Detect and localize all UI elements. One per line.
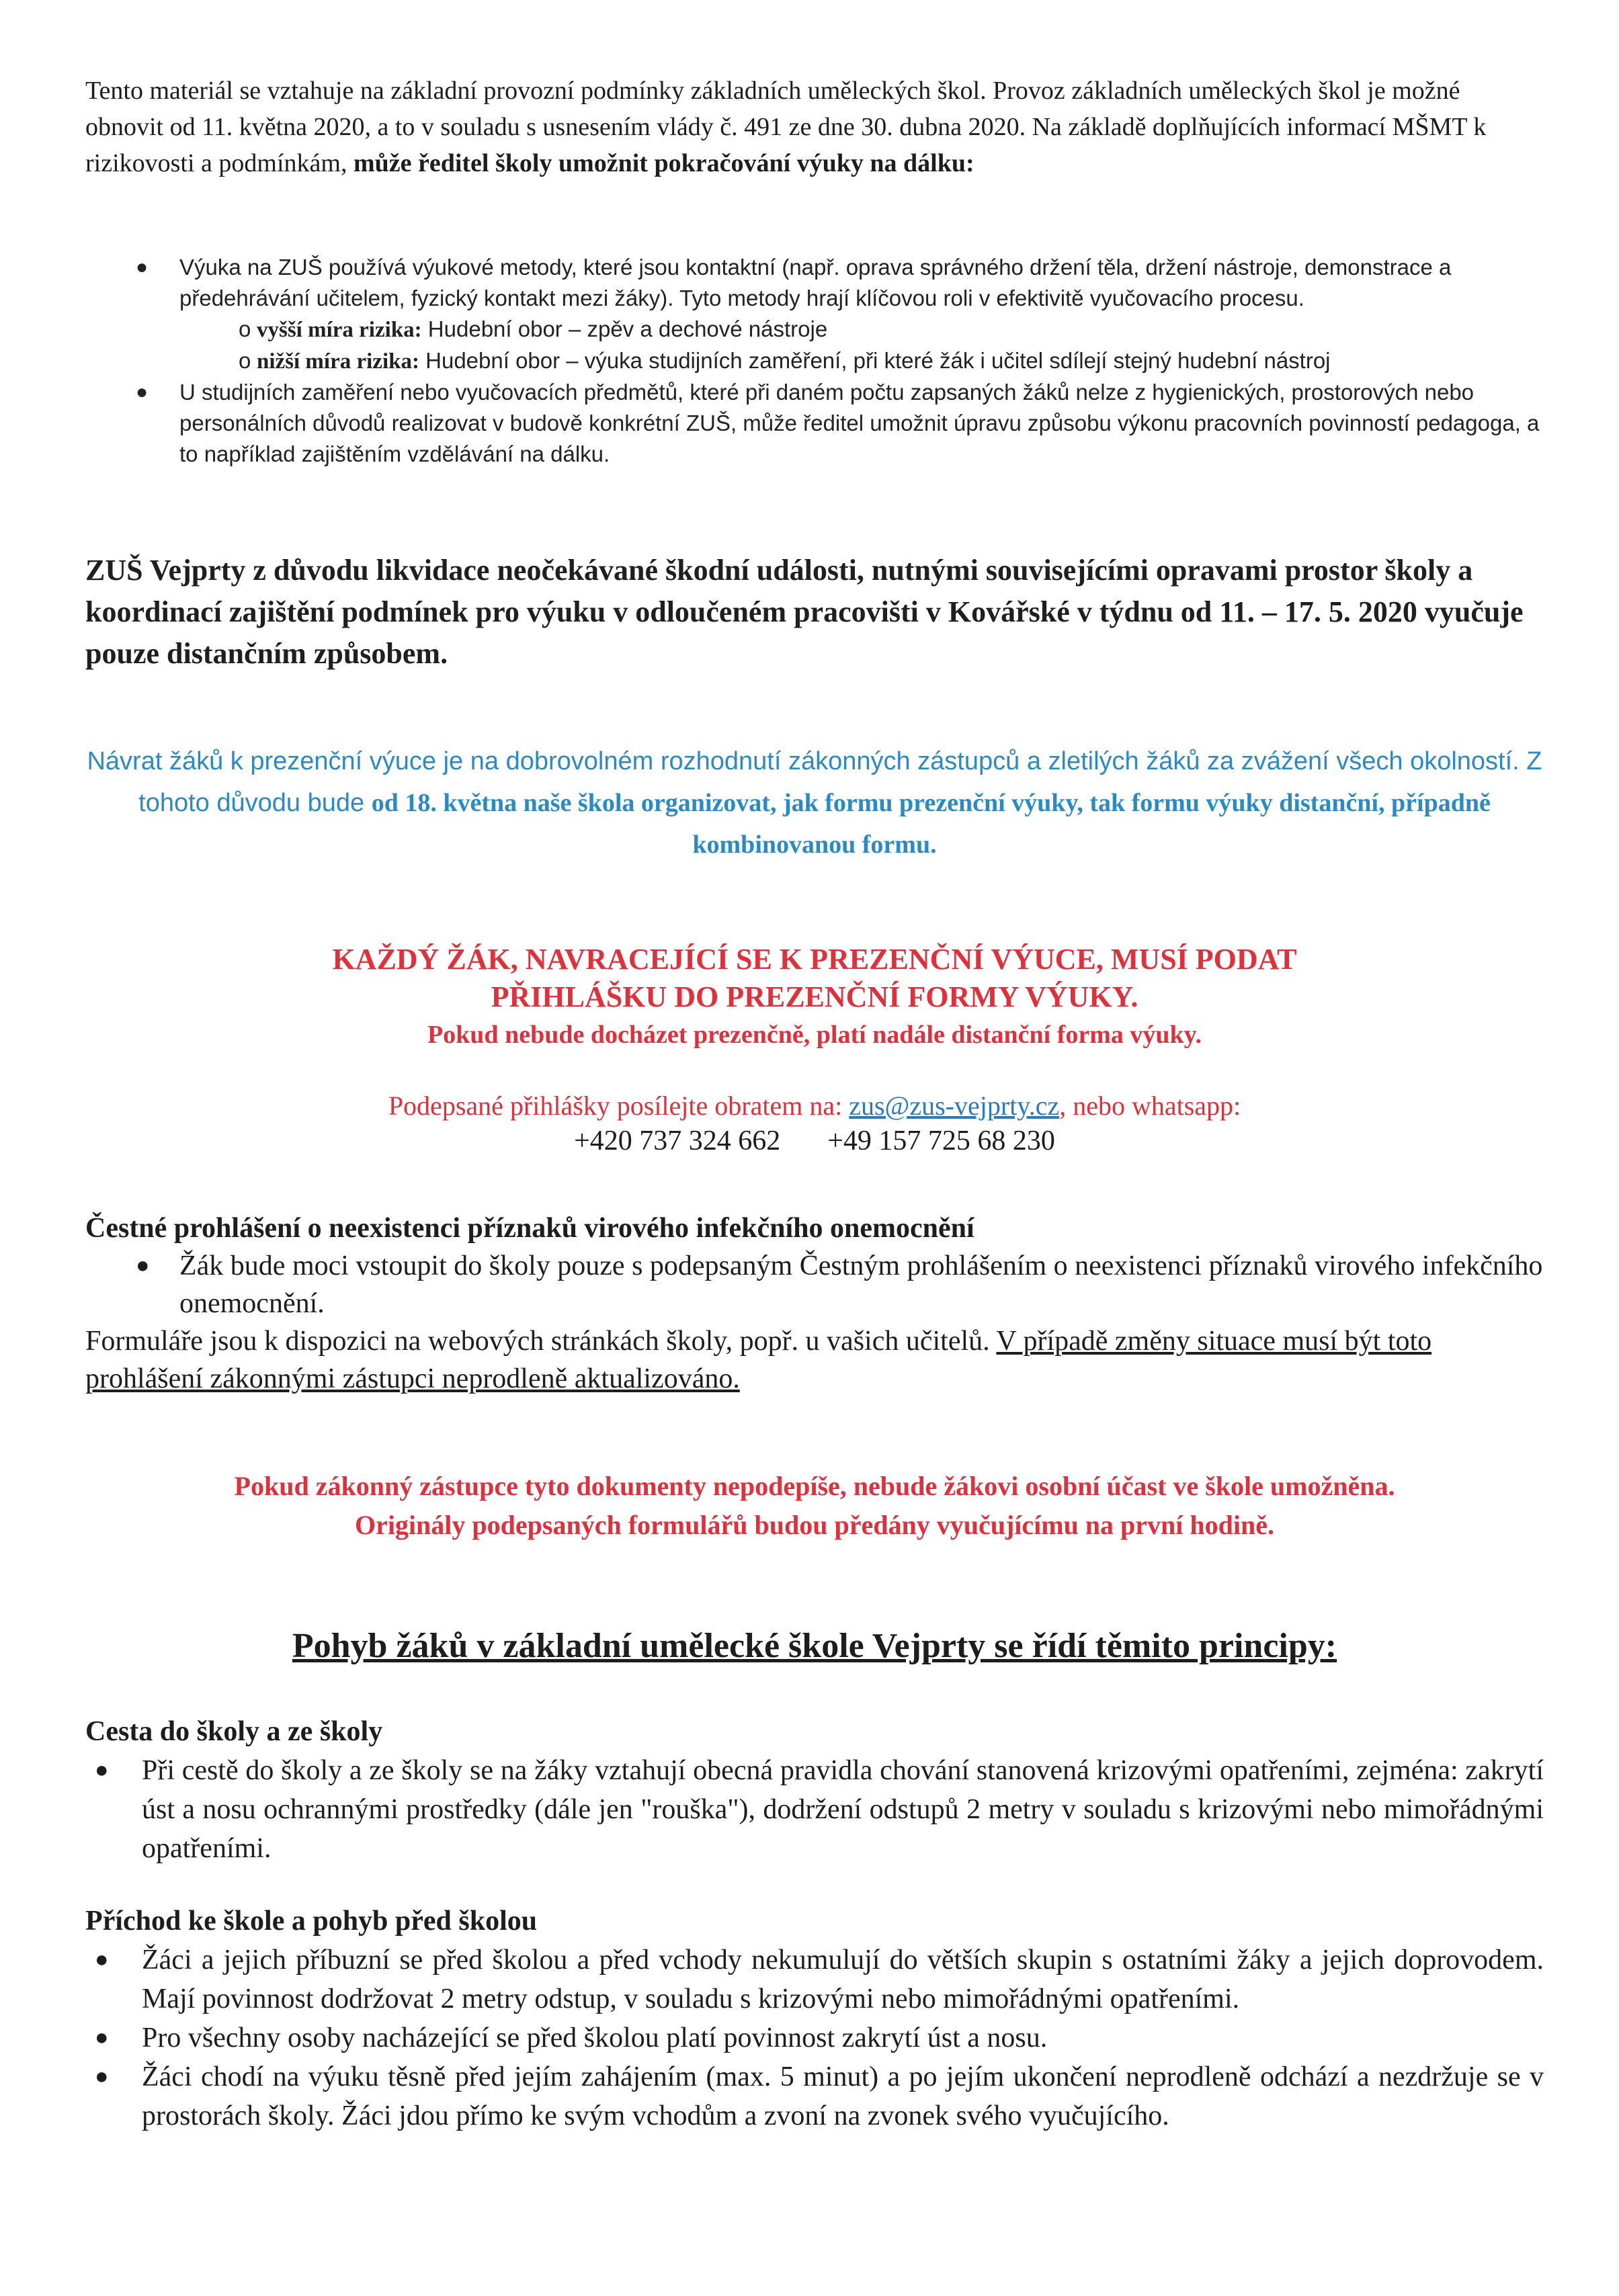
bullet-icon: ● — [95, 1758, 109, 1783]
list-item — [85, 1941, 1544, 2018]
bullet-icon: ● — [136, 1253, 150, 1278]
zus-notice: ZUŠ Vejprty z důvodu likvidace neočekávané škodní události, nutnými souvisejícími opravami prostor školy a koordinací zajištění podmínek pro výuku v odloučeném pracovišti v Kovářské v týdnu od 11. – 17. 5. 2020 vyučuje pouze distančním způsobem. — [85, 554, 1524, 670]
forms-info — [85, 1322, 1544, 1398]
declaration-bullet: Žák bude moci vstoupit do školy pouze s podepsaným Čestným prohlášením o neexistenci příznaků virového infekčního onemocnění. — [179, 1250, 1543, 1319]
sub-bullet-label: vyšší míra rizika: — [257, 318, 422, 342]
list-item — [85, 2018, 1544, 2057]
section-title: Příchod ke škole a pohyb před školou — [85, 1906, 538, 1937]
sub-list-item — [85, 345, 1550, 377]
intro-bold-text: může ředitel školy umožnit pokračování výuky na dálku: — [353, 149, 974, 177]
section-title: Cesta do školy a ze školy — [85, 1716, 383, 1747]
registration-line-1: KAŽDÝ ŽÁK, NAVRACEJÍCÍ SE K PREZENČNÍ VÝUCE, MUSÍ PODAT — [332, 943, 1297, 976]
declaration-section — [85, 1209, 1544, 1398]
bullet-icon: ● — [95, 1947, 109, 1972]
list-item — [85, 1751, 1544, 1868]
list-item-text: Žáci a jejich příbuzní se před školou a před vchody nekumulují do větších skupin s ostatními žáky a jejich doprovodem. Mají povinnost dodržovat 2 metry odstup, v souladu s krizovými nebo mimořádnými opatřeními. — [142, 1945, 1544, 2014]
forms-text: Formuláře jsou k dispozici na webových stránkách školy, popř. u vašich učitelů. — [85, 1326, 997, 1357]
return-info-text: Návrat žáků k prezenční výuce je na dobrovolném rozhodnutí zákonných zástupců a zletilých žáků za zvážení všech okolností. Z tohoto důvodu bude — [87, 747, 1542, 817]
section-commute — [85, 1712, 1544, 1868]
return-info — [85, 740, 1544, 865]
send-suffix: , nebo whatsapp: — [1059, 1091, 1241, 1121]
return-info-bold: od 18. května naše škola organizovat, jak formu prezenční výuky, tak formu výuky distanční, případně kombinovanou formu. — [371, 789, 1491, 859]
registration-line-3: Pokud nebude docházet prezenčně, platí nadále distanční forma výuky. — [427, 1021, 1202, 1049]
circle-bullet-icon: o — [239, 316, 251, 341]
bullet-icon: ● — [136, 381, 149, 403]
registration-line-2: PŘIHLÁŠKU DO PREZENČNÍ FORMY VÝUKY. — [491, 980, 1138, 1013]
list-item — [85, 2057, 1544, 2135]
bullet-icon: ● — [136, 256, 149, 278]
declaration-heading: Čestné prohlášení o neexistenci příznaků virového infekčního onemocnění — [85, 1213, 974, 1244]
sub-list-item — [85, 314, 1550, 345]
bullet-text: Výuka na ZUŠ používá výukové metody, které jsou kontaktní (např. oprava správného držení těla, držení nástroje, demonstrace a předehrávání učitelem, fyzický kontakt mezi žáky). Tyto metody hrají klíčovou roli v efektivitě vyučovacího procesu. — [179, 255, 1452, 310]
circle-bullet-icon: o — [239, 348, 251, 373]
principles-heading: Pohyb žáků v základní umělecké škole Vejprty se řídí těmito principy: — [292, 1627, 1337, 1665]
section-arrival — [85, 1902, 1544, 2135]
forms-underlined-text: V případě změny situace musí být toto prohlášení zákonnými zástupci neprodleně aktualizováno. — [85, 1326, 1432, 1394]
risk-bullets — [85, 252, 1550, 470]
sub-bullet-text: Hudební obor – zpěv a dechové nástroje — [421, 316, 828, 341]
phone-number: +49 157 725 68 230 — [827, 1125, 1055, 1156]
bullet-text: U studijních zaměření nebo vyučovacích předmětů, které při daném počtu zapsaných žáků nelze z hygienických, prostorových nebo personálních důvodů realizovat v budově konkrétní ZUŠ, může ředitel umožnit úpravu způsobu výkonu pracovních povinností pedagoga, a to například zajištěním vzdělávání na dálku. — [179, 380, 1540, 466]
warning-line-2: Originály podepsaných formulářů budou předány vyučujícímu na první hodině. — [354, 1510, 1275, 1540]
intro-paragraph — [85, 73, 1544, 181]
list-item — [85, 1247, 1544, 1322]
intro-text: Tento materiál se vztahuje na základní provozní podmínky základních uměleckých škol. Provoz základních uměleckých škol je možné obnovit od 11. května 2020, a to v souladu s usnesením vlády č. 491 ze dne 30. dubna 2020. Na základě doplňujících informací MŠMT k rizikovosti a podmínkám, — [85, 77, 1487, 177]
send-prefix: Podepsané přihlášky posílejte obratem na: — [388, 1091, 849, 1121]
list-item-text: Při cestě do školy a ze školy se na žáky vztahují obecná pravidla chování stanovená krizovými opatřeními, zejména: zakrytí úst a nosu ochrannými prostředky (dále jen "rouška"), dodržení odstupů 2 metry v souladu s krizovými nebo mimořádnými opatřeními. — [142, 1755, 1544, 1864]
signature-warning — [85, 1467, 1544, 1545]
bullet-icon: ● — [95, 2025, 109, 2050]
list-item-text: Pro všechny osoby nacházející se před školou platí povinnost zakrytí úst a nosu. — [142, 2023, 1048, 2053]
send-instructions — [85, 1089, 1544, 1158]
sub-bullet-text: Hudební obor – výuka studijních zaměření, při které žák i učitel sdílejí stejný hudební nástroj — [419, 348, 1331, 373]
list-item — [85, 377, 1550, 470]
registration-notice — [85, 941, 1544, 1054]
list-item-text: Žáci chodí na výuku těsně před jejím zahájením (max. 5 minut) a po jejím ukončení neprodleně odchází a nezdržuje se v prostorách školy. Žáci jdou přímo ke svým vchodům a zvoní na zvonek svého vyučujícího. — [142, 2061, 1544, 2131]
phone-numbers — [85, 1123, 1544, 1158]
email-link[interactable]: zus@zus-vejprty.cz — [849, 1091, 1060, 1121]
bullet-icon: ● — [95, 2064, 109, 2089]
list-item — [85, 252, 1550, 314]
phone-number: +420 737 324 662 — [574, 1125, 781, 1156]
sub-bullet-label: nižší míra rizika: — [257, 349, 419, 374]
warning-line-1: Pokud zákonný zástupce tyto dokumenty nepodepíše, nebude žákovi osobní účast ve škole umožněna. — [234, 1471, 1395, 1501]
